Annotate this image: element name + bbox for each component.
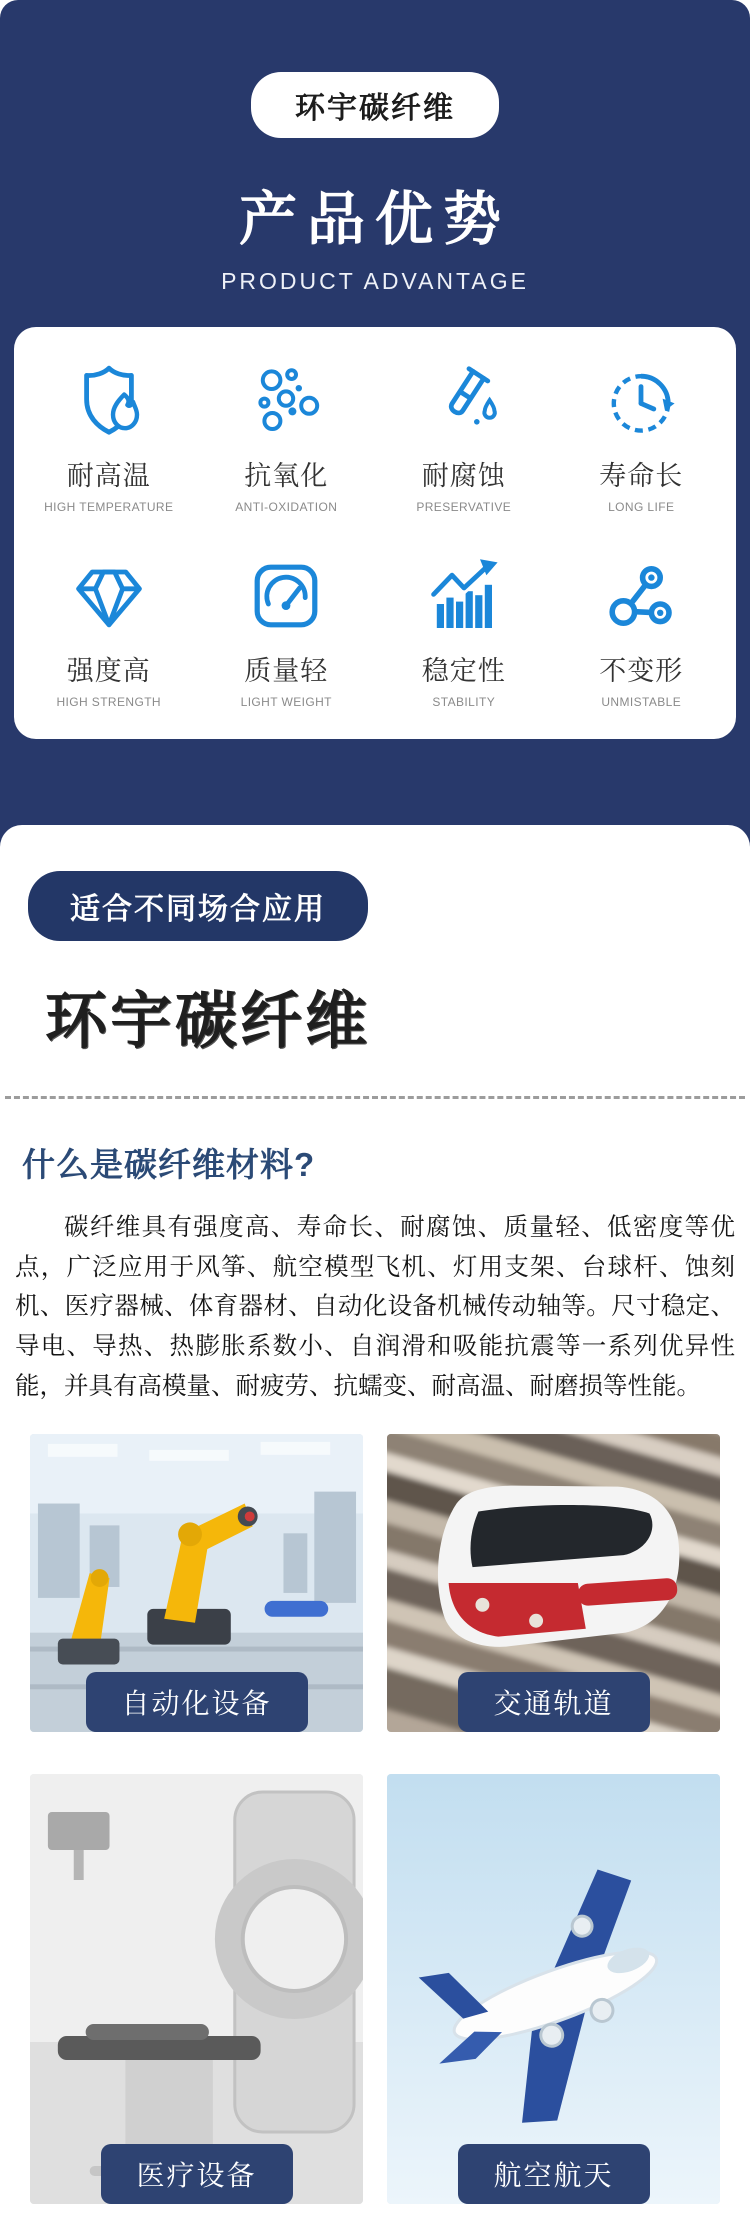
shield-flame-icon [69,361,149,441]
features-card [14,327,736,739]
feature-label-cn: 抗氧化 [244,461,329,491]
medical-equipment-image [30,1774,363,2204]
section-pill: 适合不同场合应用 [28,871,368,941]
description-paragraph: 碳纤维具有强度高、寿命长、耐腐蚀、质量轻、低密度等优点，广泛应用于风筝、航空模型飞机、灯用支架、台球杆、蚀刻机、医疗器械、体育器材、自动化设备机械传动轴等。尺寸稳定、导电、导热、热膨胀系数小、自润滑和吸能抗震等一系列优异性能，并具有高模量、耐疲劳、抗蠕变、耐高温、耐磨损等性能。 [15,1214,735,1400]
card-label: 航空航天 [457,2144,649,2204]
feature-light-weight [198,556,376,709]
application-card-medical [30,1774,363,2204]
feature-label-en: HIGH TEMPERATURE [44,500,174,514]
dashed-divider [5,1096,745,1099]
application-card-automation [30,1434,363,1732]
feature-long-life [553,361,731,514]
feature-high-strength [20,556,198,709]
feature-label-en: LIGHT WEIGHT [240,695,332,709]
feature-label-cn: 寿命长 [599,461,684,491]
feature-label-en: LONG LIFE [608,500,675,514]
hero-section [0,0,750,847]
page-title: 产品优势 [238,187,511,252]
feature-label-cn: 质量轻 [244,656,329,686]
test-tube-icon [424,361,504,441]
bubbles-icon [246,361,326,441]
feature-no-deformation [553,556,731,709]
feature-preservative [375,361,553,514]
clock-icon [601,361,681,441]
feature-label-en: UNMISTABLE [601,695,682,709]
feature-label-en: HIGH STRENGTH [56,695,162,709]
feature-label-cn: 稳定性 [421,656,506,686]
feature-label-cn: 耐高温 [66,461,151,491]
feature-stability [375,556,553,709]
molecule-icon [601,556,681,636]
feature-anti-oxidation [198,361,376,514]
applications-grid [30,1434,720,2204]
bar-chart-icon [424,556,504,636]
card-label: 交通轨道 [457,1672,649,1732]
application-card-rail [387,1434,720,1732]
applications-section [0,825,750,2222]
feature-label-en: PRESERVATIVE [416,500,512,514]
card-label: 医疗设备 [100,2144,292,2204]
feature-label-en: ANTI-OXIDATION [235,500,338,514]
diamond-icon [69,556,149,636]
feature-label-cn: 不变形 [599,656,684,686]
feature-high-temperature [20,361,198,514]
application-card-aerospace [387,1774,720,2204]
brand-heading: 环宇碳纤维 [45,987,371,1056]
feature-label-en: STABILITY [432,695,496,709]
card-label: 自动化设备 [85,1672,307,1732]
gauge-icon [246,556,326,636]
brand-pill: 环宇碳纤维 [251,72,499,138]
page-subtitle: PRODUCT ADVANTAGE [221,268,529,294]
question-heading: 什么是碳纤维材料? [22,1146,316,1183]
feature-label-cn: 耐腐蚀 [421,461,506,491]
aerospace-image [387,1774,720,2204]
feature-label-cn: 强度高 [66,656,151,686]
